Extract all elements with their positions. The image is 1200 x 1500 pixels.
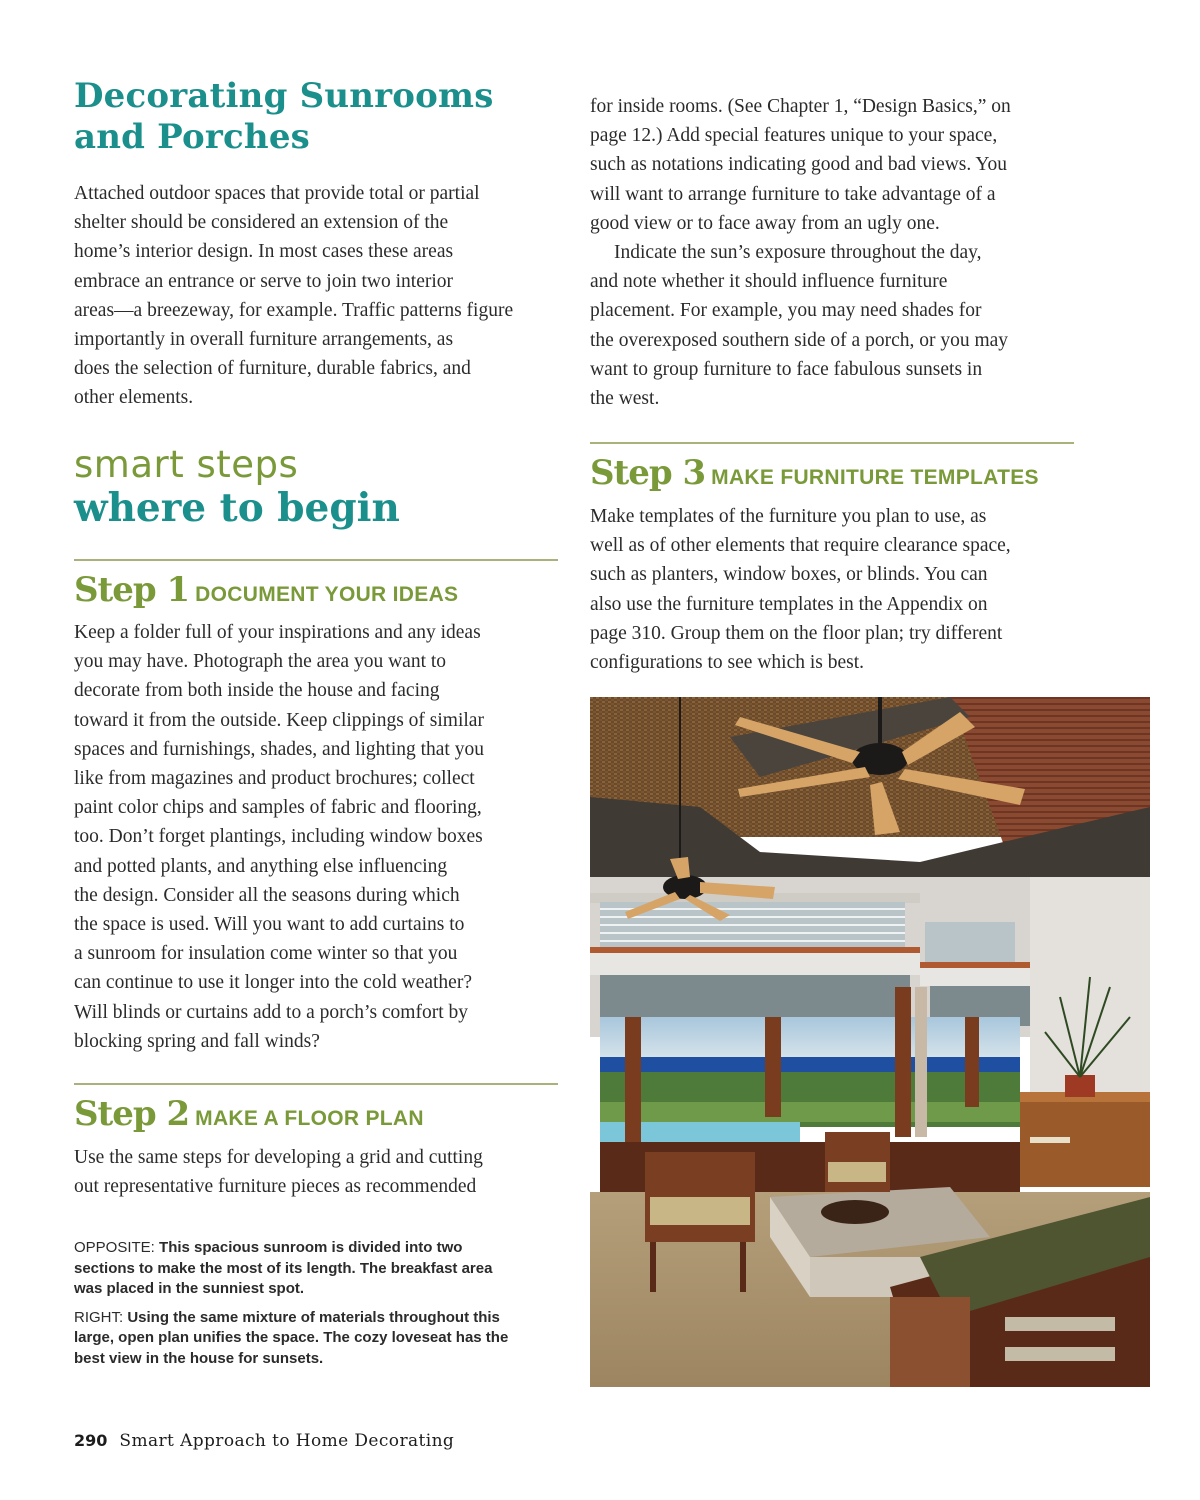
text-line: page 310. Group them on the floor plan; try different (590, 622, 1003, 644)
caption-text: was placed in the sunniest spot. (74, 1280, 305, 1297)
text-line: the west. (590, 388, 660, 410)
text-line: the overexposed southern side of a porch, or you may (590, 329, 1009, 351)
text-line: for inside rooms. (See Chapter 1, “Design Basics,” on (590, 96, 1011, 117)
text-line: other elements. (74, 387, 194, 409)
text-line: can continue to use it longer into the cold weather? (74, 972, 472, 994)
caption-right (74, 1308, 564, 1370)
text-line: placement. For example, you may need shades for (590, 300, 982, 322)
caption-opposite (74, 1238, 564, 1300)
divider-rule (74, 1083, 558, 1085)
intro-paragraph (74, 179, 513, 413)
text-line: out representative furniture pieces as recommended (74, 1176, 477, 1198)
text-line: spaces and furnishings, shades, and lighting that you (74, 738, 484, 760)
text-line: Make templates of the furniture you plan to use, as (590, 506, 987, 527)
step-label: MAKE FURNITURE TEMPLATES (711, 466, 1039, 489)
text-line: will want to arrange furniture to take advantage of a (590, 183, 996, 205)
step-label: DOCUMENT YOUR IDEAS (195, 583, 459, 606)
text-line: Keep a folder full of your inspirations and any ideas (74, 622, 481, 643)
text-line: shelter should be considered an extension of the (74, 212, 449, 234)
text-line: Indicate the sun’s exposure throughout the day, (614, 242, 982, 264)
text-line: does the selection of furniture, durable fabrics, and (74, 358, 471, 380)
text-line: toward it from the outside. Keep clippings of similar (74, 709, 484, 731)
text-line: and potted plants, and anything else influencing (74, 855, 448, 877)
step-number: Step 2 (74, 1094, 190, 1134)
caption-text: Using the same mixture of materials throughout this (127, 1308, 500, 1326)
text-line: like from magazines and product brochures; collect (74, 768, 475, 790)
step-3-body (590, 502, 1011, 677)
caption-text: sections to make the most of its length. The breakfast area (74, 1259, 493, 1277)
text-line: Attached outdoor spaces that provide total or partial (74, 183, 480, 204)
section-title (74, 76, 574, 158)
text-line: and note whether it should influence furniture (590, 271, 948, 293)
sunroom-photo (590, 697, 1150, 1387)
running-head: Smart Approach to Home Decorating (119, 1431, 455, 1451)
smart-steps-kicker: smart steps (74, 443, 299, 486)
text-line: Use the same steps for developing a grid and cutting (74, 1147, 483, 1168)
page-footer (74, 1431, 454, 1451)
text-line: home’s interior design. In most cases these areas (74, 241, 454, 263)
text-line: want to group furniture to face fabulous sunsets in (590, 358, 983, 380)
text-line: too. Don’t forget plantings, including window boxes (74, 826, 483, 848)
text-line: page 12.) Add special features unique to your space, (590, 125, 998, 147)
text-line: configurations to see which is best. (590, 652, 865, 674)
text-line: the space is used. Will you want to add curtains to (74, 914, 465, 936)
text-line: paint color chips and samples of fabric and flooring, (74, 797, 482, 819)
divider-rule (590, 442, 1074, 444)
text-line: decorate from both inside the house and facing (74, 680, 440, 702)
caption-text: large, open plan unifies the space. The cozy loveseat has the (74, 1329, 509, 1346)
step-3-heading (590, 453, 1039, 493)
caption-text: best view in the house for sunsets. (74, 1349, 324, 1367)
step-1-body (74, 618, 484, 1056)
text-line: such as planters, window boxes, or blinds. You can (590, 564, 988, 586)
text-line: embrace an entrance or serve to join two interior (74, 270, 454, 292)
text-line: blocking spring and fall winds? (74, 1030, 320, 1052)
step-2-heading (74, 1094, 424, 1134)
text-line: areas—a breezeway, for example. Traffic patterns figure (74, 299, 514, 321)
step-2-body-continued (590, 92, 1011, 413)
step-number: Step 3 (590, 453, 706, 493)
text-line: such as notations indicating good and bad views. You (590, 154, 1008, 176)
step-2-body (74, 1143, 483, 1201)
text-line: you may have. Photograph the area you want to (74, 651, 447, 673)
caption-lead: RIGHT: (74, 1308, 124, 1326)
step-label: MAKE A FLOOR PLAN (195, 1107, 424, 1130)
text-line: importantly in overall furniture arrangements, as (74, 329, 454, 351)
smart-steps-title: where to begin (74, 485, 400, 531)
text-line: Will blinds or curtains add to a porch’s comfort by (74, 1001, 469, 1023)
step-1-heading (74, 570, 458, 610)
title-line-2: and Porches (74, 117, 310, 157)
step-number: Step 1 (74, 570, 190, 610)
text-line: also use the furniture templates in the Appendix on (590, 593, 988, 615)
caption-lead: OPPOSITE: (74, 1239, 155, 1256)
page-number: 290 (74, 1431, 108, 1450)
title-line-1: Decorating Sunrooms (74, 76, 494, 116)
text-line: a sunroom for insulation come winter so that you (74, 943, 458, 965)
text-line: the design. Consider all the seasons during which (74, 884, 460, 906)
text-line: well as of other elements that require clearance space, (590, 535, 1011, 557)
divider-rule (74, 559, 558, 561)
smart-steps-heading (74, 444, 400, 530)
captions (74, 1238, 564, 1369)
text-line: good view or to face away from an ugly one. (590, 212, 940, 234)
caption-text: This spacious sunroom is divided into two (159, 1239, 463, 1256)
